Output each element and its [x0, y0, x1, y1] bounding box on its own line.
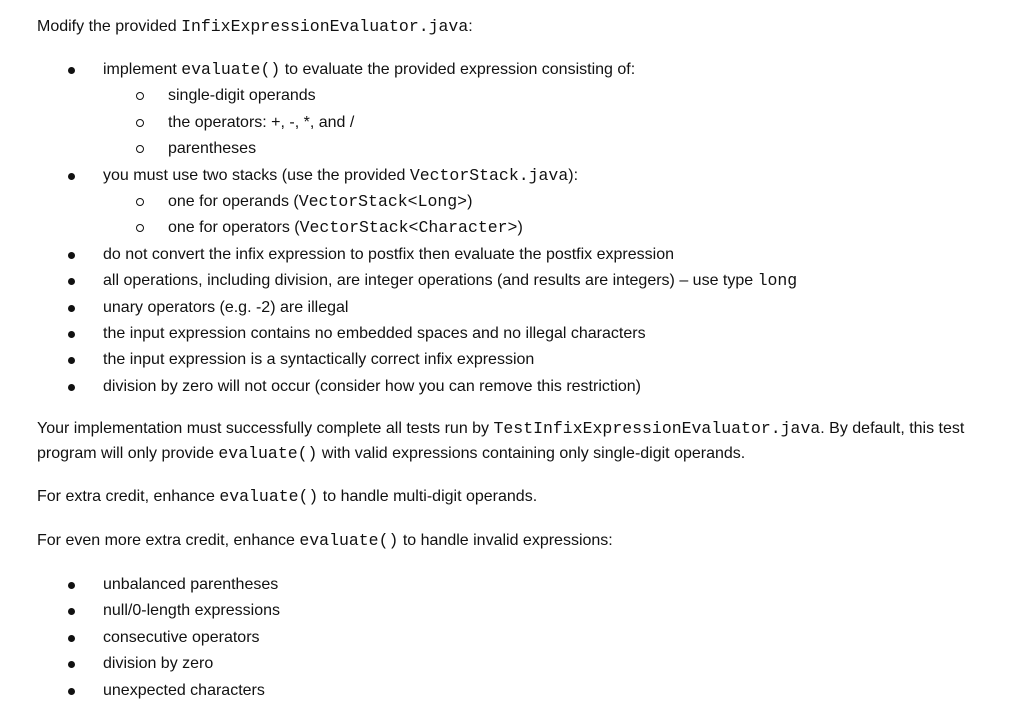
- bullet-icon: [68, 661, 75, 668]
- sub-list-item: [0, 137, 1024, 163]
- hollow-bullet-icon: [136, 224, 144, 232]
- requirements-list: [0, 58, 1024, 401]
- intro-prefix: Modify the provided: [37, 18, 182, 35]
- bullet-icon: [68, 608, 75, 615]
- sub-list-item: [0, 190, 1024, 216]
- bullet-icon: [68, 582, 75, 589]
- item-text: the input expression contains no embedded spaces and no illegal characters: [103, 324, 646, 342]
- list-item: [0, 58, 1024, 84]
- sub-list-item: [0, 111, 1024, 137]
- hollow-bullet-icon: [136, 145, 144, 153]
- hollow-bullet-icon: [136, 198, 144, 206]
- bullet-icon: [68, 688, 75, 695]
- hollow-bullet-icon: [136, 92, 144, 100]
- item-text: all operations, including division, are integer operations (and results are integers) – use type: [103, 272, 758, 290]
- method-name: evaluate(): [218, 444, 318, 463]
- item-text: null/0-length expressions: [103, 602, 280, 620]
- item-text: the input expression is a syntactically correct infix expression: [103, 351, 535, 369]
- invalid-cases-list: [0, 573, 1024, 705]
- bullet-icon: [68, 305, 75, 312]
- item-code: VectorStack<Long>: [298, 191, 468, 211]
- item-text: to evaluate the provided expression consisting of:: [280, 61, 636, 78]
- list-item: [0, 164, 1024, 190]
- list-item: [0, 322, 1024, 348]
- item-text: one for operators (: [168, 219, 300, 237]
- bullet-icon: [68, 173, 75, 180]
- bullet-icon: [68, 67, 75, 74]
- sub-list-item: [0, 216, 1024, 242]
- paragraph-text: For extra credit, enhance: [37, 488, 220, 505]
- item-text: parentheses: [168, 140, 257, 158]
- item-text: division by zero: [103, 655, 214, 673]
- paragraph-text: For even more extra credit, enhance: [37, 532, 300, 549]
- item-text: do not convert the infix expression to postfix then evaluate the postfix expression: [103, 245, 674, 263]
- item-text: division by zero will not occur (consider how you can remove this restriction): [103, 377, 641, 395]
- item-text: unbalanced parentheses: [103, 576, 279, 593]
- item-text: ): [467, 192, 473, 210]
- list-item: [0, 375, 1024, 401]
- bullet-icon: [68, 635, 75, 642]
- paragraph-text: to handle multi-digit operands.: [318, 488, 538, 505]
- item-text: unary operators (e.g. -2) are illegal: [103, 298, 349, 316]
- item-code: VectorStack.java: [409, 165, 569, 185]
- item-text: the operators: +, -, *, and /: [168, 113, 355, 131]
- list-item: [0, 599, 1024, 625]
- intro-filename: InfixExpressionEvaluator.java: [181, 17, 469, 36]
- hollow-bullet-icon: [136, 119, 144, 127]
- implementation-paragraph: [37, 416, 987, 466]
- more-extra-credit-paragraph: [37, 528, 987, 553]
- list-item: [0, 348, 1024, 374]
- list-item: [0, 573, 1024, 599]
- list-item: [0, 243, 1024, 269]
- item-text: unexpected characters: [103, 681, 265, 699]
- item-text: implement: [103, 61, 182, 78]
- bullet-icon: [68, 357, 75, 364]
- item-code: long: [757, 271, 798, 291]
- bullet-icon: [68, 278, 75, 285]
- list-item: [0, 296, 1024, 322]
- intro-paragraph: [37, 14, 987, 39]
- item-text: ): [517, 219, 523, 237]
- item-code: VectorStack<Character>: [299, 218, 518, 238]
- item-code: evaluate(): [181, 60, 281, 79]
- paragraph-text: Your implementation must successfully complete all tests run by: [37, 420, 494, 437]
- list-item: [0, 269, 1024, 295]
- paragraph-text: . By default, this test program will only provide: [37, 420, 965, 462]
- paragraph-text: with valid expressions containing only single-digit operands.: [317, 445, 746, 462]
- sub-list-item: [0, 84, 1024, 110]
- test-filename: TestInfixExpressionEvaluator.java: [493, 419, 821, 438]
- item-text: one for operands (: [168, 192, 299, 210]
- item-text: consecutive operators: [103, 628, 260, 646]
- bullet-icon: [68, 331, 75, 338]
- item-text: you must use two stacks (use the provided: [103, 166, 410, 184]
- list-item: [0, 652, 1024, 678]
- extra-credit-paragraph: [37, 484, 987, 509]
- list-item: [0, 679, 1024, 705]
- bullet-icon: [68, 384, 75, 391]
- method-name: evaluate(): [299, 531, 399, 550]
- paragraph-text: to handle invalid expressions:: [398, 532, 613, 549]
- list-item: [0, 626, 1024, 652]
- intro-suffix: :: [468, 18, 473, 35]
- bullet-icon: [68, 252, 75, 259]
- item-text: single-digit operands: [168, 87, 316, 105]
- method-name: evaluate(): [219, 487, 319, 506]
- item-text: ):: [568, 166, 579, 184]
